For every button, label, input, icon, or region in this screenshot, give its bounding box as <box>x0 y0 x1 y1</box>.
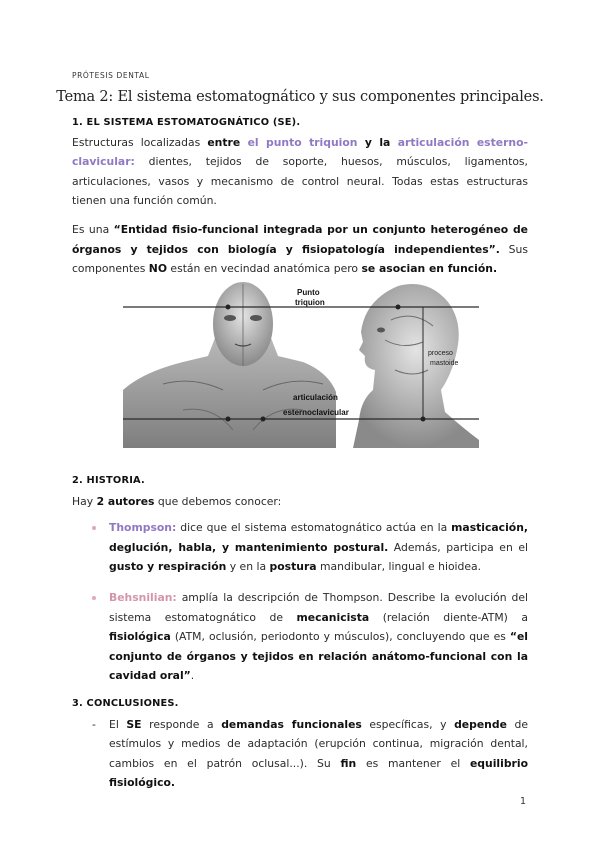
section-2 <box>72 471 528 686</box>
bold-run: depende <box>454 717 507 731</box>
bold-run: demandas funcionales <box>221 717 362 731</box>
bold-run: y la <box>357 135 391 149</box>
text-run: de estímulos y medios de adaptación (erupción continua, migración dental, cambios en el patrón oclusal...). Su <box>109 717 528 770</box>
text-run: amplía la descripción de Thompson. Describe la evolución del sistema estomatognático de <box>109 590 528 624</box>
text-run: Además, participa en el <box>388 540 528 554</box>
bold-run: entre <box>207 135 241 149</box>
bold-run: NO <box>148 262 167 276</box>
highlight-articulacion: articulación esterno-clavicular: <box>72 135 529 169</box>
bold-run: mecanicista <box>296 610 370 624</box>
author-name-thompson: Thompson: <box>109 521 177 535</box>
conclusions-list <box>72 715 528 793</box>
bold-run: “el conjunto de órganos y tejidos en relación anátomo-funcional con la cavidad oral” <box>109 630 528 683</box>
section-2-heading: 2. HISTORIA. <box>72 475 145 486</box>
definition-quote: “Entidad fisio-funcional integrada por un conjunto heterogéneo de órganos y tejidos con biología y fisiopatología independientes”. <box>72 222 528 256</box>
anatomy-illustration <box>123 280 479 448</box>
section-1-heading: 1. EL SISTEMA ESTOMATOGNÁTICO (SE). <box>72 117 301 128</box>
label-triquion: triquion <box>295 298 325 307</box>
page-number: 1 <box>519 796 526 807</box>
document-title: Tema 2: El sistema estomatognático y sus componentes principales. <box>56 89 544 105</box>
label-punto: Punto <box>297 288 320 297</box>
section-3 <box>72 694 528 793</box>
section-1 <box>72 113 528 279</box>
lateral-head <box>353 284 479 448</box>
list-item-conclusion <box>72 715 528 793</box>
text-run: El <box>109 717 127 731</box>
course-label: PRÓTESIS DENTAL <box>72 71 150 80</box>
section-1-paragraph-2 <box>72 220 528 279</box>
section-2-intro <box>72 492 528 512</box>
bold-run: masticación, deglución, habla, y mantenimiento postural. <box>109 521 528 554</box>
author-name-behsnilian: Behsnilian: <box>109 590 177 604</box>
highlight-triquion: el punto triquion <box>240 135 358 149</box>
text-run: mandibular, lingual e hioidea. <box>316 560 482 574</box>
bold-run: fin <box>340 756 357 770</box>
text-run: y en la <box>226 560 270 574</box>
label-esternoclavicular: esternoclavicular <box>283 408 349 417</box>
bullet-icon <box>92 596 96 600</box>
authors-list <box>72 518 528 686</box>
text-run: Hay <box>72 494 97 508</box>
list-item-behsnilian <box>72 588 528 686</box>
section-1-paragraph-1 <box>72 133 528 211</box>
text-run: es mantener el <box>356 756 470 770</box>
text-run: Es una <box>72 222 114 236</box>
text-run: responde a <box>141 717 222 731</box>
section-3-heading: 3. CONCLUSIONES. <box>72 698 179 709</box>
bold-run: postura <box>269 560 317 574</box>
bold-run: equilibrio fisiológico. <box>109 756 528 790</box>
text-run: dientes, tejidos de soporte, huesos, músculos, ligamentos, articulaciones, vasos y mecanismo de control neural. Todas estas estructuras tienen una función común. <box>72 155 528 208</box>
label-articulacion: articulación <box>293 393 338 402</box>
text-run: (relación diente-ATM) a <box>369 610 528 624</box>
dash-icon: - <box>92 717 96 731</box>
bold-run: gusto y respiración <box>109 560 227 574</box>
bold-run: se asocian en función. <box>361 262 498 276</box>
text-run: específicas, y <box>361 717 455 731</box>
list-item-thompson <box>72 518 528 577</box>
anatomy-figure <box>123 280 479 448</box>
text-run: Estructuras localizadas <box>72 135 208 149</box>
text-run: (ATM, oclusión, periodonto y músculos), concluyendo que es <box>170 630 510 644</box>
bold-run: SE <box>126 717 142 731</box>
label-mastoide: mastoide <box>430 360 459 367</box>
text-run: . <box>190 669 195 683</box>
bold-run: fisiológica <box>109 630 171 644</box>
bold-run: 2 autores <box>96 494 155 508</box>
bullet-icon <box>92 526 96 530</box>
text-run: Sus componentes <box>72 242 528 276</box>
text-run: están en vecindad anatómica pero <box>167 262 362 276</box>
text-run: dice que el sistema estomatognático actúa en la <box>176 521 452 535</box>
text-run: que debemos conocer: <box>154 494 282 508</box>
label-proceso: proceso <box>428 350 453 357</box>
